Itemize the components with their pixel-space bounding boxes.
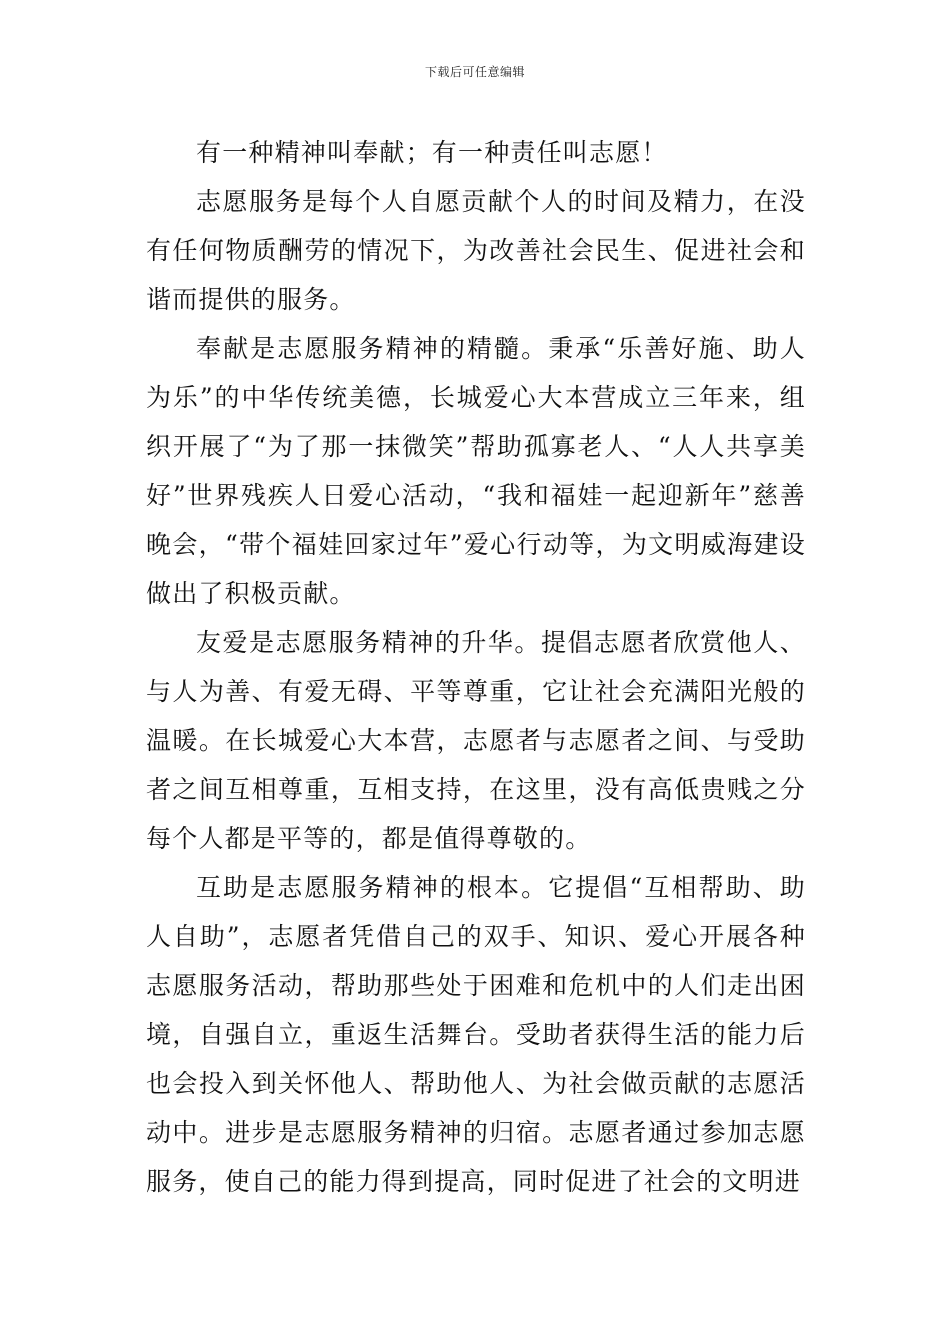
- paragraph-intro: 有一种精神叫奉献；有一种责任叫志愿！: [196, 138, 668, 167]
- body-text: [146, 128, 806, 1206]
- paragraph-dedication: 奉献是志愿服务精神的精髓。秉承“乐善好施、助人为乐”的中华传统美德，长城爱心大本营成立三年来，组织开展了“为了那一抹微笑”帮助孤寡老人、“人人共享美好”世界残疾人日爱心活动，“我和福娃一起迎新年”慈善晚会，“带个福娃回家过年”爱心行动等，为文明威海建设做出了积极贡献。: [146, 334, 806, 608]
- paragraph-mutual-help: 互助是志愿服务精神的根本。它提倡“互相帮助、助人自助”，志愿者凭借自己的双手、知识、爱心开展各种志愿服务活动，帮助那些处于困难和危机中的人们走出困境，自强自立，重返生活舞台。受助者获得生活的能力后也会投入到关怀他人、帮助他人、为社会做贡献的志愿活动中。进步是志愿服务精神的归宿。志愿者通过参加志愿服务，使自己的能力得到提高，同时促进了社会的文明进: [146, 873, 806, 1196]
- paragraph-definition: 志愿服务是每个人自愿贡献个人的时间及精力，在没有任何物质酬劳的情况下，为改善社会民生、促进社会和谐而提供的服务。: [146, 187, 806, 314]
- header-note: 下载后可任意编辑: [424, 65, 525, 79]
- paragraph-friendship: 友爱是志愿服务精神的升华。提倡志愿者欣赏他人、与人为善、有爱无碍、平等尊重，它让社会充满阳光般的温暖。在长城爱心大本营，志愿者与志愿者之间、与受助者之间互相尊重，互相支持，在这里，没有高低贵贱之分每个人都是平等的，都是值得尊敬的。: [146, 628, 806, 853]
